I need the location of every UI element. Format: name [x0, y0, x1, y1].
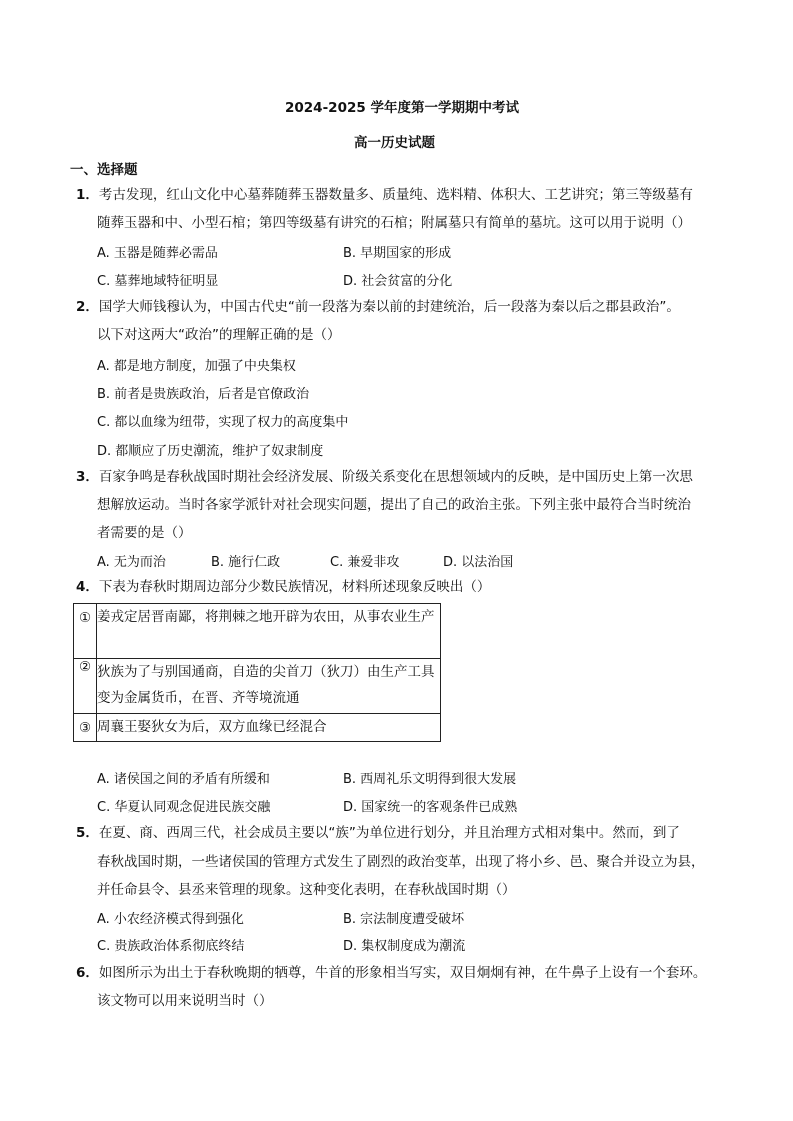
row-number: ③ [74, 714, 97, 742]
question-text [76, 181, 693, 209]
question-number: 2． [76, 299, 99, 315]
option-b[interactable]: B. 前者是贵族政治，后者是官僚政治 [97, 387, 310, 402]
row-text: 周襄王娶狄女为后，双方血缘已经混合 [97, 714, 441, 742]
question-number: 6． [76, 965, 99, 981]
question-line: 者需要的是（） [97, 525, 192, 541]
question-number: 5． [76, 825, 99, 841]
option-d[interactable]: D. 以法治国 [443, 555, 514, 570]
question-number: 4． [76, 579, 99, 595]
row-number: ① [74, 604, 97, 659]
question-line: 想解放运动。当时各家学派针对社会现实问题，提出了自己的政治主张。下列主张中最符合当时统治 [97, 497, 691, 513]
option-a[interactable]: A. 玉器是随葬必需品 [97, 246, 218, 261]
question-line: 以下对这两大“政治”的理解正确的是（） [97, 327, 341, 343]
option-a[interactable]: A. 诸侯国之间的矛盾有所缓和 [97, 772, 270, 787]
question-number: 3． [76, 469, 99, 485]
option-c[interactable]: C. 兼爱非攻 [330, 555, 400, 570]
question-line: 春秋战国时期，一些诸侯国的管理方式发生了剧烈的政治变革，出现了将小乡、邑、聚合并设立为县， [97, 854, 705, 870]
option-a[interactable]: A. 小农经济模式得到强化 [97, 912, 244, 927]
question-line: 国学大师钱穆认为，中国古代史“前一段落为秦以前的封建统治，后一段落为秦以后之郡县政治”。 [98, 299, 680, 315]
row-text: 狄族为了与别国通商，自造的尖首刀（狄刀）由生产工具变为金属货币，在晋、齐等境流通 [97, 659, 441, 714]
table-row [74, 659, 441, 714]
option-a[interactable]: A. 都是地方制度，加强了中央集权 [97, 359, 296, 374]
question-line: 下表为春秋时期周边部分少数民族情况，材料所述现象反映出（） [98, 579, 491, 595]
table-row [74, 714, 441, 742]
option-d[interactable]: D. 都顺应了历史潮流，维护了奴隶制度 [97, 444, 324, 459]
table-row [74, 604, 441, 659]
question-line: 在夏、商、西周三代，社会成员主要以“族”为单位进行划分，并且治理方式相对集中。然而，到了 [98, 825, 680, 841]
row-number: ② [74, 659, 97, 714]
question-text [76, 819, 680, 847]
question-text [76, 959, 706, 987]
row-text: 姜戎定居晋南鄙，将荆棘之地开辟为农田，从事农业生产 [97, 604, 441, 659]
option-d[interactable]: D. 社会贫富的分化 [343, 274, 453, 289]
option-b[interactable]: B. 早期国家的形成 [343, 246, 452, 261]
material-table [73, 603, 441, 742]
question-text [76, 293, 680, 321]
option-c[interactable]: C. 华夏认同观念促进民族交融 [97, 800, 271, 815]
option-b[interactable]: B. 西周礼乐文明得到很大发展 [343, 772, 517, 787]
question-line: 如图所示为出土于春秋晚期的牺尊，牛首的形象相当写实，双目炯炯有神，在牛鼻子上设有一个套环。 [98, 965, 707, 981]
exam-subtitle: 高一历史试题 [354, 135, 435, 151]
question-text [76, 463, 693, 491]
option-b[interactable]: B. 宗法制度遭受破坏 [343, 912, 465, 927]
option-d[interactable]: D. 国家统一的客观条件已成熟 [343, 800, 518, 815]
question-line: 考古发现，红山文化中心墓葬随葬玉器数量多、质量纯、选料精、体积大、工艺讲究；第三等级墓有 [98, 187, 693, 203]
option-c[interactable]: C. 贵族政治体系彻底终结 [97, 939, 245, 954]
question-line: 并任命县令、县丞来管理的现象。这种变化表明，在春秋战国时期（） [97, 882, 516, 898]
question-text [76, 573, 490, 601]
option-a[interactable]: A. 无为而治 [97, 555, 166, 570]
question-line: 该文物可以用来说明当时（） [97, 993, 273, 1009]
option-d[interactable]: D. 集权制度成为潮流 [343, 939, 466, 954]
option-b[interactable]: B. 施行仁政 [211, 555, 281, 570]
question-line: 随葬玉器和中、小型石棺；第四等级墓有讲究的石棺；附属墓只有简单的墓坑。这可以用于说明（） [97, 215, 691, 231]
question-number: 1． [76, 187, 99, 203]
option-c[interactable]: C. 墓葬地域特征明显 [97, 274, 219, 289]
exam-title: 2024-2025 学年度第一学期期中考试 [285, 100, 519, 116]
option-c[interactable]: C. 都以血缘为纽带，实现了权力的高度集中 [97, 415, 349, 430]
question-line: 百家争鸣是春秋战国时期社会经济发展、阶级关系变化在思想领域内的反映，是中国历史上第一次思 [98, 469, 693, 485]
section-heading: 一、选择题 [70, 162, 138, 178]
